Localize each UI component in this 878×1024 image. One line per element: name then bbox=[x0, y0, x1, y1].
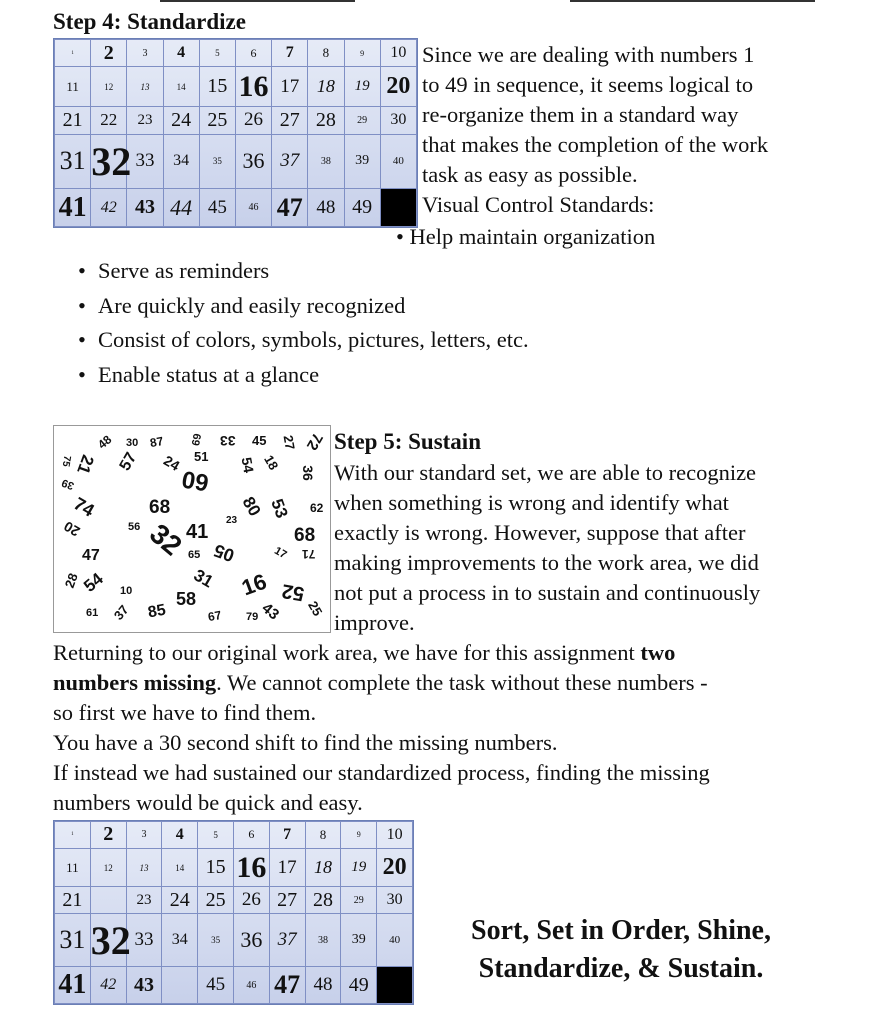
body-line: If instead we had sustained our standardized process, finding the missing bbox=[53, 760, 710, 785]
grid-cell: 30 bbox=[377, 887, 413, 914]
grid-cell: 34 bbox=[162, 914, 198, 967]
grid-cell: 47 bbox=[272, 189, 308, 227]
grid-cell: 43 bbox=[126, 967, 162, 1004]
grid-cell: 2 bbox=[90, 822, 126, 849]
scatter-number: 68 bbox=[149, 497, 171, 518]
grid-cell: 13 bbox=[126, 848, 162, 887]
scattered-numbers-image bbox=[53, 425, 331, 633]
top-rule-left bbox=[160, 0, 355, 2]
grid-cell: 47 bbox=[269, 967, 305, 1004]
grid-cell: 36 bbox=[235, 134, 271, 189]
bullet-item bbox=[78, 358, 529, 393]
grid-cell: 40 bbox=[377, 914, 413, 967]
grid-cell: 36 bbox=[233, 914, 269, 967]
step4-line: re-organize them in a standard way bbox=[422, 102, 739, 127]
grid-cell: 18 bbox=[308, 67, 344, 107]
step4-line: task as easy as possible. bbox=[422, 162, 638, 187]
grid-cell-empty bbox=[90, 887, 126, 914]
scatter-number: 43 bbox=[258, 599, 283, 624]
bullet-item bbox=[78, 289, 529, 324]
grid-cell: 13 bbox=[127, 67, 163, 107]
grid-cell: 6 bbox=[235, 40, 271, 67]
grid-cell: 20 bbox=[380, 67, 416, 107]
grid-cell: 1 bbox=[55, 822, 91, 849]
grid-cell: 45 bbox=[198, 967, 234, 1004]
grid-cell: 35 bbox=[199, 134, 235, 189]
grid-body bbox=[55, 40, 417, 227]
scatter-number: 68 bbox=[294, 525, 316, 546]
grid-cell: 26 bbox=[235, 107, 271, 134]
grid-row bbox=[55, 848, 413, 887]
grid-cell: 40 bbox=[380, 134, 416, 189]
grid-cell: 46 bbox=[233, 967, 269, 1004]
step4-line: that makes the completion of the work bbox=[422, 132, 769, 157]
scatter-number: 28 bbox=[61, 571, 81, 590]
scatter-number: 21 bbox=[73, 452, 98, 477]
grid-cell: 31 bbox=[55, 134, 91, 189]
grid-cell: 33 bbox=[126, 914, 162, 967]
grid-cell: 8 bbox=[308, 40, 344, 67]
scatter-number: 20 bbox=[61, 518, 83, 540]
grid-cell: 43 bbox=[127, 189, 163, 227]
grid-cell: 24 bbox=[163, 107, 199, 134]
step5-line: improve. bbox=[334, 610, 415, 635]
grid-cell: 39 bbox=[341, 914, 377, 967]
grid-cell: 8 bbox=[305, 822, 341, 849]
scatter-number: 31 bbox=[190, 565, 217, 592]
grid-cell: 12 bbox=[90, 848, 126, 887]
grid-cell: 25 bbox=[199, 107, 235, 134]
scatter-number: 23 bbox=[226, 515, 238, 526]
grid-cell: 32 bbox=[91, 134, 127, 189]
grid-cell-black bbox=[377, 967, 413, 1004]
step5-line: when something is wrong and identify what bbox=[334, 490, 729, 515]
bullet-text: Help maintain organization bbox=[409, 224, 656, 249]
grid-cell: 33 bbox=[127, 134, 163, 189]
scatter-number: 32 bbox=[144, 517, 188, 562]
grid-cell: 48 bbox=[305, 967, 341, 1004]
closing-slogan bbox=[440, 912, 802, 988]
scatter-number: 74 bbox=[70, 493, 98, 521]
step4-line: to 49 in sequence, it seems logical to bbox=[422, 72, 754, 97]
grid-cell: 19 bbox=[341, 848, 377, 887]
scatter-number: 71 bbox=[302, 547, 316, 561]
scatter-number: 54 bbox=[238, 455, 258, 475]
grid-cell: 49 bbox=[344, 189, 380, 227]
grid-row bbox=[55, 189, 417, 227]
scatter-number: 37 bbox=[110, 602, 132, 623]
grid-cell: 17 bbox=[269, 848, 305, 887]
scatter-number: 62 bbox=[310, 501, 324, 515]
grid-cell: 21 bbox=[55, 887, 91, 914]
scatter-number: 52 bbox=[280, 579, 306, 605]
grid-cell: 39 bbox=[344, 134, 380, 189]
scatter-number: 60 bbox=[179, 464, 211, 497]
grid-cell: 12 bbox=[91, 67, 127, 107]
grid-cell: 25 bbox=[198, 887, 234, 914]
scatter-number: 18 bbox=[261, 452, 282, 473]
grid-cell: 23 bbox=[127, 107, 163, 134]
grid-cell: 15 bbox=[198, 848, 234, 887]
grid-cell: 20 bbox=[377, 848, 413, 887]
closing-line: Sort, Set in Order, Shine, bbox=[471, 915, 771, 946]
grid-cell: 29 bbox=[344, 107, 380, 134]
grid-cell: 19 bbox=[344, 67, 380, 107]
grid-cell: 49 bbox=[341, 967, 377, 1004]
body-line: numbers would be quick and easy. bbox=[53, 790, 363, 815]
body-paragraph bbox=[53, 638, 853, 818]
grid-cell-empty bbox=[162, 967, 198, 1004]
grid-cell: 24 bbox=[162, 887, 198, 914]
step4-line: Visual Control Standards: bbox=[422, 192, 655, 217]
grid-cell: 14 bbox=[162, 848, 198, 887]
grid-cell: 7 bbox=[269, 822, 305, 849]
emphasis-numbers-missing: numbers missing bbox=[53, 670, 217, 695]
grid-row bbox=[55, 67, 417, 107]
grid-row bbox=[55, 107, 417, 134]
grid-cell: 1 bbox=[55, 40, 91, 67]
step5-line: not put a process in to sustain and continuously bbox=[334, 580, 761, 605]
scatter-number: 56 bbox=[128, 521, 141, 533]
grid-cell: 4 bbox=[163, 40, 199, 67]
grid-cell-black bbox=[380, 189, 416, 227]
scatter-number: 72 bbox=[302, 430, 326, 453]
scatter-number: 87 bbox=[148, 433, 165, 451]
scatter-number: 75 bbox=[59, 454, 73, 468]
body-line bbox=[53, 668, 853, 698]
grid-cell: 48 bbox=[308, 189, 344, 227]
grid-cell: 18 bbox=[305, 848, 341, 887]
body-line: so first we have to find them. bbox=[53, 700, 317, 725]
grid-cell: 44 bbox=[163, 189, 199, 227]
grid-cell: 31 bbox=[55, 914, 91, 967]
scatter-number: 51 bbox=[194, 449, 209, 464]
grid-cell: 42 bbox=[90, 967, 126, 1004]
step4-bullet-list bbox=[78, 254, 529, 392]
grid-cell: 10 bbox=[380, 40, 416, 67]
scatter-number: 45 bbox=[252, 433, 267, 448]
grid-cell: 5 bbox=[199, 40, 235, 67]
scatter-number: 48 bbox=[95, 432, 115, 452]
scatter-number: 65 bbox=[188, 549, 201, 561]
scatter-number: 27 bbox=[280, 434, 298, 451]
grid-row bbox=[55, 914, 413, 967]
grid-cell: 10 bbox=[377, 822, 413, 849]
grid-cell: 38 bbox=[305, 914, 341, 967]
grid-cell: 45 bbox=[199, 189, 235, 227]
number-grid-standardized bbox=[53, 38, 418, 228]
grid-cell: 4 bbox=[162, 822, 198, 849]
step5-line: exactly is wrong. However, suppose that after bbox=[334, 520, 746, 545]
grid-row bbox=[55, 134, 417, 189]
bullet-item bbox=[78, 254, 529, 289]
grid-cell: 3 bbox=[126, 822, 162, 849]
scatter-number: 54 bbox=[80, 569, 107, 596]
grid-cell: 16 bbox=[235, 67, 271, 107]
scatter-number: 39 bbox=[60, 476, 76, 492]
grid-cell: 37 bbox=[269, 914, 305, 967]
number-grid-missing bbox=[53, 820, 414, 1005]
grid-cell: 6 bbox=[233, 822, 269, 849]
grid-cell: 2 bbox=[91, 40, 127, 67]
grid-cell: 9 bbox=[341, 822, 377, 849]
step4-first-bullet bbox=[396, 222, 655, 252]
grid-cell: 9 bbox=[344, 40, 380, 67]
bullet-item bbox=[78, 323, 529, 358]
grid-cell: 27 bbox=[272, 107, 308, 134]
scatter-number: 30 bbox=[126, 437, 139, 449]
scatter-number: 57 bbox=[116, 449, 141, 474]
step5-heading: Step 5: Sustain bbox=[334, 429, 481, 454]
scatter-number: 85 bbox=[146, 601, 168, 622]
grid-body bbox=[55, 822, 413, 1004]
grid-cell: 5 bbox=[198, 822, 234, 849]
bullet-text: Consist of colors, symbols, pictures, letters, etc. bbox=[98, 327, 529, 352]
grid-cell: 46 bbox=[235, 189, 271, 227]
scatter-number: 80 bbox=[238, 493, 265, 520]
grid-cell: 38 bbox=[308, 134, 344, 189]
grid-cell: 7 bbox=[272, 40, 308, 67]
step5-line: making improvements to the work area, we did bbox=[334, 550, 759, 575]
bullet-text: Serve as reminders bbox=[98, 258, 270, 283]
scatter-number: 41 bbox=[186, 521, 209, 543]
grid-cell: 3 bbox=[127, 40, 163, 67]
grid-cell: 41 bbox=[55, 967, 91, 1004]
grid-cell: 41 bbox=[55, 189, 91, 227]
scatter-number: 10 bbox=[120, 585, 133, 597]
top-rule-right bbox=[570, 0, 815, 2]
scatter-number: 67 bbox=[206, 607, 223, 625]
scatter-number: 61 bbox=[86, 607, 99, 619]
scatter-number: 16 bbox=[238, 568, 270, 601]
scatter-number: 79 bbox=[246, 611, 259, 623]
grid-row bbox=[55, 967, 413, 1004]
scatter-number: 05 bbox=[211, 540, 237, 566]
bullet-text: Enable status at a glance bbox=[98, 361, 320, 387]
grid-cell: 11 bbox=[55, 67, 91, 107]
grid-cell: 34 bbox=[163, 134, 199, 189]
bullet-text: Are quickly and easily recognized bbox=[98, 292, 406, 318]
grid-row bbox=[55, 40, 417, 67]
step4-heading: Step 4: Standardize bbox=[53, 9, 246, 34]
grid-cell: 21 bbox=[55, 107, 91, 134]
step5-line: With our standard set, we are able to recognize bbox=[334, 460, 757, 485]
scatter-number: 47 bbox=[82, 547, 100, 564]
grid-cell: 14 bbox=[163, 67, 199, 107]
grid-cell: 16 bbox=[233, 848, 269, 887]
closing-line: Standardize, & Sustain. bbox=[478, 953, 764, 984]
grid-cell: 35 bbox=[198, 914, 234, 967]
grid-cell: 26 bbox=[233, 887, 269, 914]
grid-cell: 32 bbox=[90, 914, 126, 967]
grid-cell: 42 bbox=[91, 189, 127, 227]
scatter-number: 33 bbox=[220, 433, 236, 449]
body-text: . We cannot complete the task without these numbers - bbox=[216, 670, 708, 695]
scatter-number: 69 bbox=[188, 432, 203, 447]
scatter-number: 24 bbox=[161, 452, 183, 474]
grid-cell: 11 bbox=[55, 848, 91, 887]
grid-cell: 27 bbox=[269, 887, 305, 914]
scatter-number: 25 bbox=[305, 598, 326, 619]
emphasis-two: two bbox=[640, 640, 676, 665]
body-line: You have a 30 second shift to find the missing numbers. bbox=[53, 730, 558, 755]
grid-cell: 15 bbox=[199, 67, 235, 107]
scatter-number: 17 bbox=[272, 544, 289, 562]
grid-cell: 30 bbox=[380, 107, 416, 134]
body-line bbox=[53, 638, 853, 668]
grid-cell: 29 bbox=[341, 887, 377, 914]
step5-paragraph bbox=[334, 458, 854, 638]
step4-line: Since we are dealing with numbers 1 bbox=[422, 42, 755, 67]
grid-cell: 37 bbox=[272, 134, 308, 189]
grid-row bbox=[55, 822, 413, 849]
grid-cell: 22 bbox=[91, 107, 127, 134]
grid-cell: 17 bbox=[272, 67, 308, 107]
bullet-dot: • bbox=[396, 224, 410, 249]
grid-cell: 28 bbox=[305, 887, 341, 914]
grid-row bbox=[55, 887, 413, 914]
body-text: Returning to our original work area, we have for this assignment bbox=[53, 640, 641, 665]
scatter-number: 58 bbox=[176, 589, 197, 609]
grid-cell: 28 bbox=[308, 107, 344, 134]
scatter-number: 36 bbox=[299, 465, 316, 481]
grid-cell: 23 bbox=[126, 887, 162, 914]
scatter-number: 53 bbox=[267, 496, 292, 521]
step4-paragraph bbox=[422, 40, 842, 220]
